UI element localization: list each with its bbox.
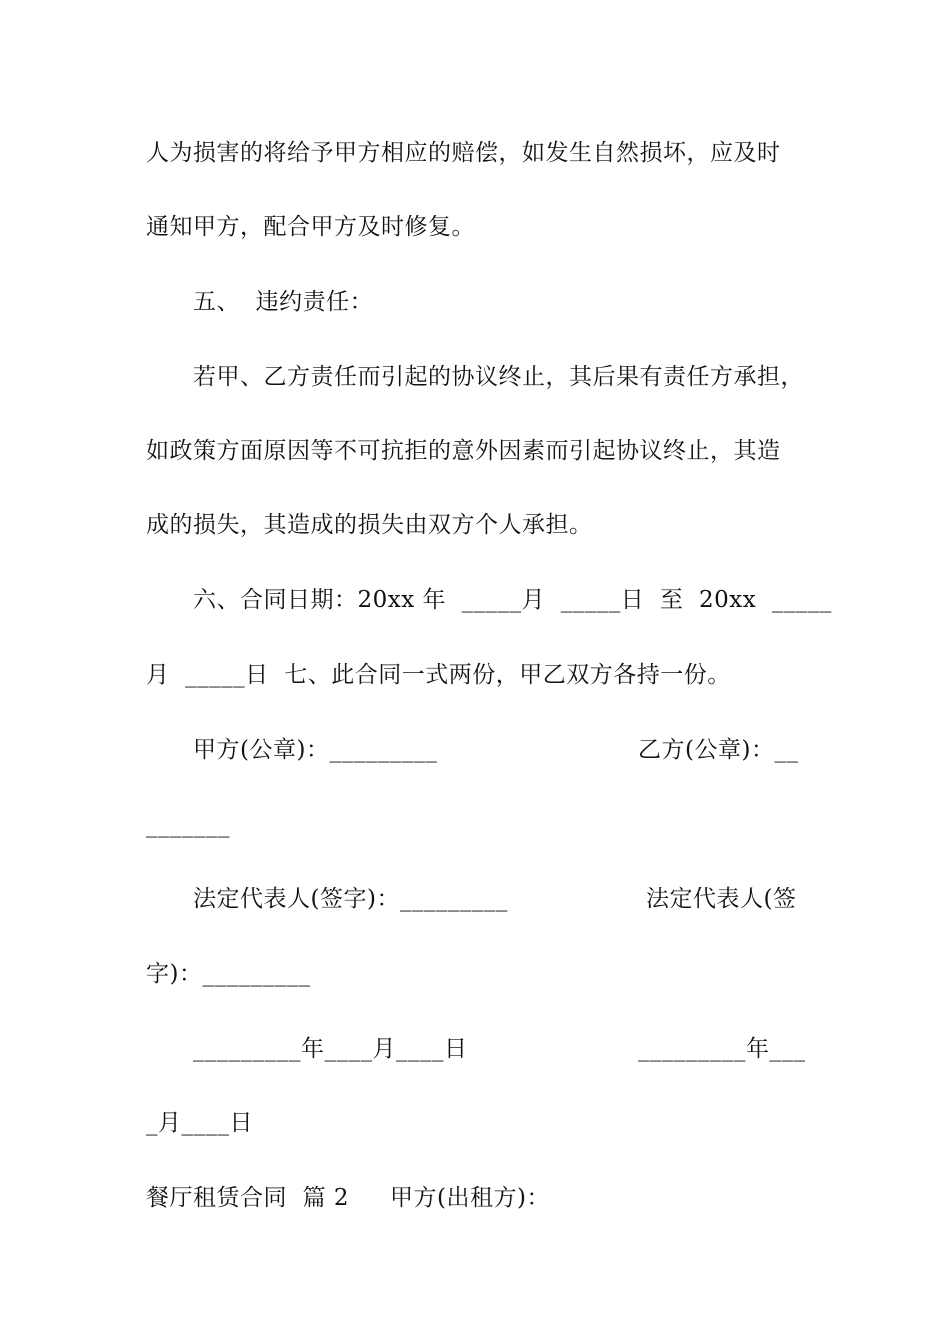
party-b-representative: 法定代表人(签 [646, 886, 797, 912]
section-heading-breach: 五、 违约责任： [193, 289, 374, 315]
paragraph-line: 人为损害的将给予甲方相应的赔偿，如发生自然损坏，应及时 [146, 140, 781, 166]
party-b-seal: 乙方(公章)：__ [638, 737, 799, 763]
party-b-date-cont: _月____日 [146, 1110, 253, 1136]
lessor-label: 甲方(出租方)： [390, 1185, 550, 1211]
paragraph-line: 如政策方面原因等不可抗拒的意外因素而引起协议终止，其造 [146, 438, 781, 464]
paragraph-line: 若甲、乙方责任而引起的协议终止，其后果有责任方承担， [193, 364, 804, 390]
contract-date-line-cont: 月 _____日 七、此合同一式两份，甲乙双方各持一份。 [146, 662, 731, 688]
paragraph-line: 成的损失，其造成的损失由双方个人承担。 [146, 512, 593, 538]
paragraph-line: 通知甲方，配合甲方及时修复。 [146, 214, 475, 240]
party-a-seal: 甲方(公章)：_________ [193, 737, 438, 763]
party-a-date: _________年____月____日 [193, 1036, 468, 1062]
party-b-representative-cont: 字)：_________ [146, 961, 311, 987]
contract-date-line: 六、合同日期：20xx 年 _____月 _____日 至 20xx _____ [193, 587, 832, 613]
party-a-representative: 法定代表人(签字)：_________ [193, 886, 508, 912]
party-b-seal-cont: _______ [146, 812, 230, 838]
party-b-date: _________年___ [638, 1036, 806, 1062]
contract-title-2: 餐厅租赁合同 篇 2 [146, 1185, 350, 1211]
